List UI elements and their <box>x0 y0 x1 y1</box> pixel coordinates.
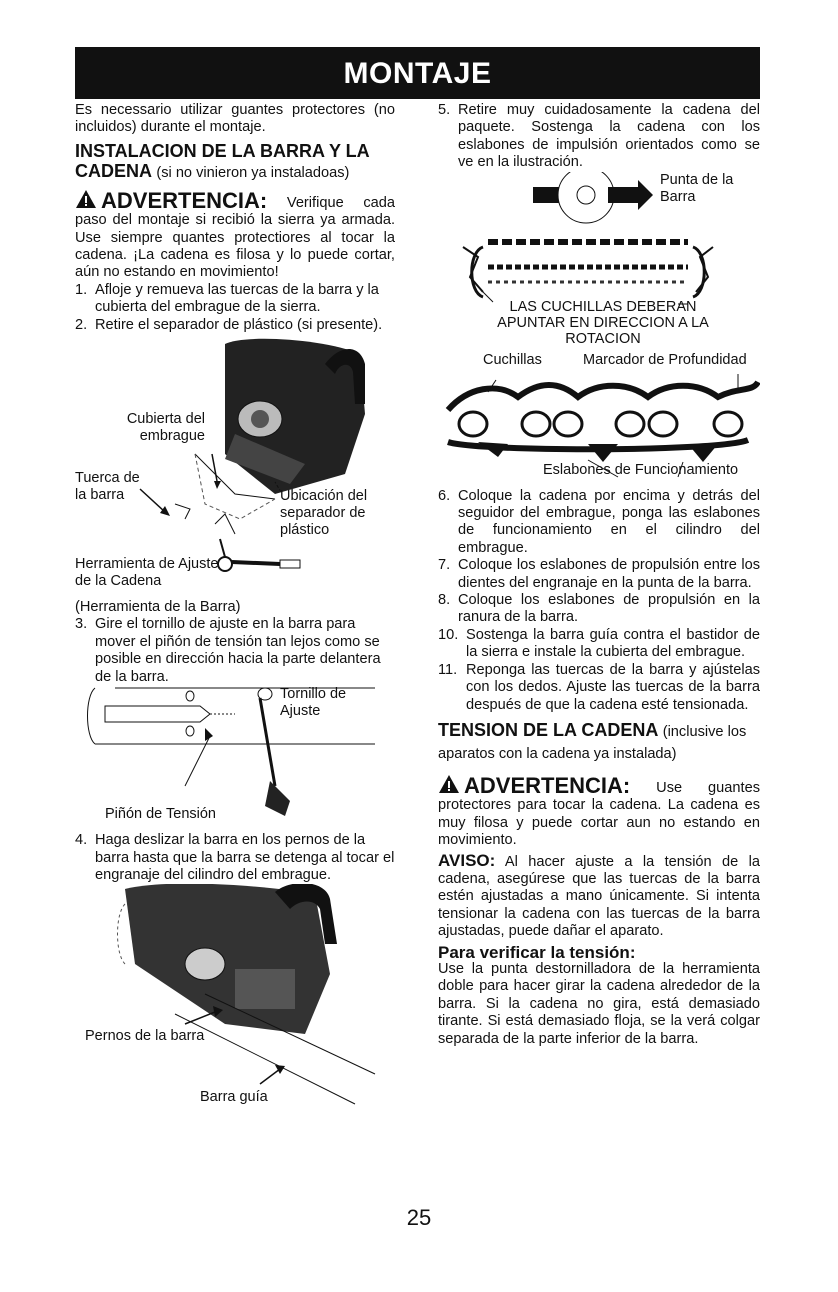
step-4 <box>75 832 395 884</box>
guide-bar-figure <box>75 884 395 1124</box>
label-depth-gauge: Marcador de Profundidad <box>583 351 747 368</box>
label-guide-bar: Barra guía <box>200 1089 268 1106</box>
label-tension-pinion: Piñón de Tensión <box>105 806 216 823</box>
chainsaw-illustration <box>75 334 395 589</box>
chain-detail-illustration <box>438 352 760 502</box>
page-number: 25 <box>406 1205 432 1230</box>
list-item: 11. Reponga las tuercas de la barra y ajústelas con los dedos. Ajuste las tuercas de la barra después de que la cadena esté tensionada. <box>438 661 760 713</box>
notice-title: AVISO: <box>438 850 496 870</box>
label-bar-tip: Punta de la Barra <box>660 171 734 205</box>
step-5 <box>438 102 760 172</box>
label-bar-bolts: Pernos de la barra <box>85 1028 205 1045</box>
warning-icon <box>438 774 460 794</box>
bar-mount-illustration <box>75 884 395 1124</box>
list-item: 10. Sostenga la barra guía contra el bastidor de la sierra e instale la cubierta del embrague. <box>438 626 760 661</box>
chain-orientation-figure <box>438 172 760 352</box>
notice-text: Al hacer ajuste a la tensión de la cadena, asegúrese que las tuercas de la barra estén ajustadas a mano únicamente. Si intenta tensionar la cadena con las tuercas de la barra ajustadas, puede dañar el aparato. <box>438 853 760 940</box>
notice-block <box>438 852 760 941</box>
warning-block <box>75 189 395 282</box>
warning-icon <box>75 189 97 209</box>
chain-parts-figure <box>438 352 760 502</box>
adjust-screw-figure <box>75 686 395 826</box>
check-tension-heading: Para verificar la tensión: <box>438 942 636 962</box>
label-cutters: Cuchillas <box>483 351 542 368</box>
list-item: 6. Coloque la cadena por encima y detrás del seguidor del embrague, ponga las eslabones de funcionamiento en el cilindro del embrague. <box>438 487 760 556</box>
list-item: 1. Afloje y remueva las tuercas de la barra y la cubierta del embrague de la sierra. <box>75 281 379 316</box>
label-spacer: Ubicación del separador de plástico <box>280 488 368 539</box>
steps-list-a <box>75 282 395 334</box>
left-column <box>75 102 395 1124</box>
warning-text: Use guantes protectores para tocar la cadena. La cadena es muy filosa y puede cortar aun no estando en movimiento. <box>438 779 760 849</box>
label-bar-nut: Tuerca de la barra <box>75 470 140 504</box>
orientation-caption: LAS CUCHILLAS DEBERAN APUNTAR EN DIRECCION A LA ROTACION <box>497 298 709 347</box>
warning-block-2 <box>438 774 760 850</box>
check-tension-text: Use la punta destornilladora de la herramienta doble para hacer girar la cadena alrededor de la barra. Si la cadena no gira, está demasiado tirante. Si está demasiado floja, se la verá colgar separada de la parte inferior de la barra. <box>438 960 760 1047</box>
list-item: 4. Haga deslizar la barra en los pernos de la barra hasta que la barra se detenga al tocar el engranaje del cilindro del embrague. <box>75 832 395 883</box>
steps-list-b <box>438 488 760 714</box>
label-tool: Herramienta de Ajuste de la Cadena <box>75 556 219 590</box>
section-banner: MONTAJE <box>75 47 760 99</box>
warning-text: Verifique cada paso del montaje si recibió la sierra ya armada. Use siempre quantes protectiores al tocar la cadena. ¡La cadena es filosa y lo puede cortar, aún no estando en movimiento! <box>75 194 395 281</box>
list-item: 7. Coloque los eslabones de propulsión entre los dientes del engranaje en la punta de la barra. <box>438 557 760 591</box>
step-3 <box>75 616 395 686</box>
list-item: 2. Retire el separador de plástico (si presente). <box>75 316 383 333</box>
right-column <box>438 102 760 1048</box>
list-item: 3. Gire el tornillo de ajuste en la barra para mover el piñón de tensión tan lejos como se posible en dirección hacia la parte delantera de la barra. <box>75 616 381 685</box>
warning-title: ADVERTENCIA: <box>464 772 631 798</box>
list-item: 8. Coloque los eslabones de propulsión en la ranura de la barra. <box>438 592 760 626</box>
list-item: 5. Retire muy cuidadosamente la cadena del paquete. Sostenga la cadena con los eslabones de impulsión orientados como se ve en la ilustración. <box>438 102 760 171</box>
bar-chain-heading: INSTALACION DE LA BARRA Y LA CADENA (si no vinieron ya instaladoas) <box>75 140 370 181</box>
tool-paren: (Herramienta de la Barra) <box>75 599 241 616</box>
clutch-cover-figure <box>75 334 395 589</box>
label-adjust-screw: Tornillo de Ajuste <box>280 686 347 720</box>
intro-text: Es necessario utilizar guantes protectores (no incluidos) durante el montaje. <box>75 102 395 136</box>
label-drive-links: Eslabones de Funcionamiento <box>543 461 739 478</box>
warning-title: ADVERTENCIA: <box>101 187 268 213</box>
chain-tension-heading: TENSION DE LA CADENA (inclusive los aparatos con la cadena ya instalada) <box>438 719 747 762</box>
label-clutch-cover: Cubierta del embrague <box>126 411 205 445</box>
